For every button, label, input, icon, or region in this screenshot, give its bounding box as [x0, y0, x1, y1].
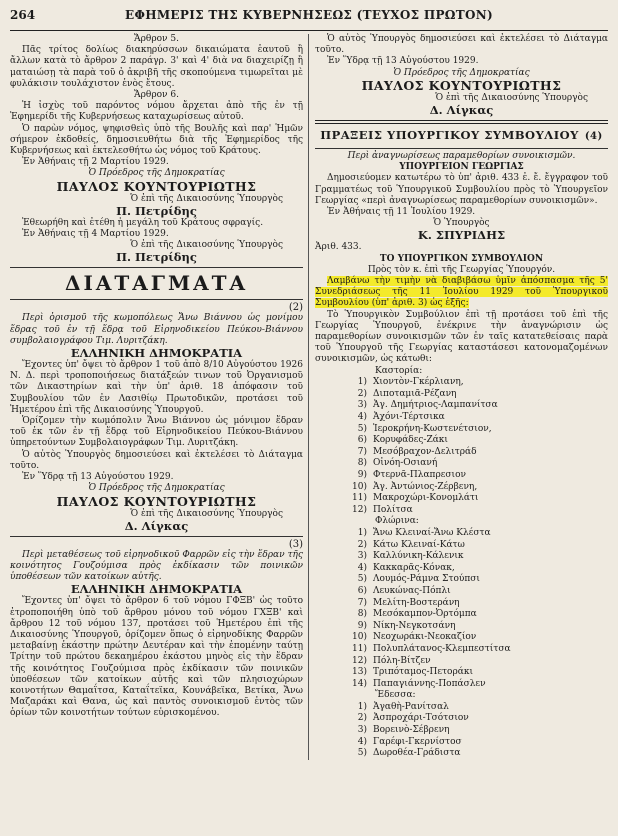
divider: [10, 267, 303, 268]
settlement-name: Χιοντὸν-Γκέρλιανη,: [373, 377, 464, 388]
settlement-item: [315, 458, 608, 470]
region-edessa: Ἔδεσσα:: [375, 690, 416, 701]
settlement-item: [315, 377, 608, 389]
divider: [10, 536, 303, 537]
decree-2-number: (2): [288, 302, 303, 314]
president-label: Ὁ Πρόεδρος τῆς Δημοκρατίας: [88, 168, 225, 179]
council-acts-title: ΠΡΑΞΕΙΣ ΥΠΟΥΡΓΙΚΟΥ ΣΥΜΒΟΥΛΙΟΥ: [320, 128, 579, 143]
settlement-name: Παπαγιάννης-Ποπάσλεν: [373, 678, 486, 689]
justice-minister-label-2: Ὁ ἐπὶ τῆς Δικαιοσύνης Ὑπουργὸς: [130, 240, 283, 251]
seal-text: Ἐθεωρήθη καὶ ἐτέθη ἡ μεγάλη τοῦ Κράτους σφραγίς.: [22, 217, 264, 228]
decree-3-number: (3): [288, 538, 303, 550]
settlement-name: Ἀσπροχάρι-Τσότσιον: [373, 713, 469, 724]
two-columns: [10, 34, 608, 760]
settlement-item: [315, 424, 608, 436]
settlement-number: 12): [352, 504, 367, 515]
settlement-number: 8): [357, 458, 367, 469]
settlement-item: [315, 679, 608, 691]
decrees-heading: ΔΙΑΤΑΓΜΑΤΑ: [64, 271, 249, 296]
settlement-item: [315, 505, 608, 517]
settlement-item: [315, 713, 608, 725]
settlement-number: 9): [357, 470, 367, 481]
settlement-item: [315, 598, 608, 610]
settlement-item: [315, 748, 608, 760]
settlement-number: 8): [357, 609, 367, 620]
article-6-text-1: Ἡ ἰσχὺς τοῦ παρόντος νόμου ἄρχεται ἀπὸ τῆς ἐν τῇ Ἐφημερίδι τῆς Κυβερνήσεως καταχωρίσεως αὐτοῦ.: [10, 101, 303, 123]
settlement-number: 11): [352, 643, 367, 654]
settlement-name: Μεσόβραχον-Δελιτράδ: [373, 446, 477, 457]
settlement-number: 12): [352, 655, 367, 666]
seal-date: Ἐν Ἀθήναις τῇ 4 Μαρτίου 1929.: [22, 229, 169, 240]
settlement-name: Διποταμιᾶ-Ρέζανη: [373, 388, 457, 399]
settlement-name: Πολυπλάτανος-Κλεμπεστίτσα: [373, 643, 511, 654]
settlement-number: 9): [357, 620, 367, 631]
top-decree-date: Ἐν Ὕδρᾳ τῇ 13 Αὐγούστου 1929.: [327, 56, 479, 67]
decree-2-text-1: Ἔχοντες ὑπ' ὄψει τὸ ἄρθρον 1 τοῦ ἀπὸ 8/10 Αὐγούστου 1926 Ν. Δ. περὶ τροποποιήσεως διατάξεών τινων τοῦ Ὀργανισμοῦ τῶν Δικαστηρίων καὶ τὴν ὑπ' ἀριθ. 18 ἀπόφασιν τοῦ Συμβουλίου τῶν ἐν Λασιθίῳ Πρωτοδικῶν, προτάσει τοῦ Ἡμετέρου ἐπὶ τῆς Δικαιοσύνης Ὑπουργοῦ.: [10, 360, 303, 415]
settlement-name: Μελίτη-Βοστεράνη: [373, 597, 460, 608]
settlement-item: [315, 447, 608, 459]
settlement-item: [315, 482, 608, 494]
settlement-number: 6): [357, 435, 367, 446]
settlement-name: Ἱεροκρήνη-Κωστενέτσιον,: [373, 423, 492, 434]
settlement-name: Κακκαρᾶς-Κόνακ,: [373, 562, 455, 573]
edessa-list: [315, 702, 608, 760]
decree-2-justice-name: Δ. Λίγκας: [124, 518, 189, 533]
settlement-name: Οἰνόη-Οσιανή: [373, 458, 438, 469]
settlement-number: 5): [357, 748, 367, 759]
settlement-item: [315, 644, 608, 656]
act-title: Περὶ ἀναγνωρίσεως παραμεθορίων συνοικισμῶν.: [347, 151, 576, 162]
settlement-number: 5): [357, 574, 367, 585]
settlement-name: Ἀγ. Δημήτριος-Λαμπανίτσα: [373, 400, 498, 411]
settlement-item: [315, 412, 608, 424]
settlement-item: [315, 725, 608, 737]
settlement-item: [315, 528, 608, 540]
top-justice-label: Ὁ ἐπὶ τῆς Δικαιοσύνης Ὑπουργὸς: [435, 92, 588, 103]
settlement-number: 11): [352, 493, 367, 504]
decree-2-date: Ἐν Ὕδρᾳ τῇ 13 Αὐγούστου 1929.: [22, 472, 174, 483]
settlement-name: Καλλύνικη-Κάλενικ: [373, 551, 464, 562]
settlement-item: [315, 493, 608, 505]
settlement-number: 5): [357, 423, 367, 434]
council-acts-number: (4): [584, 131, 603, 143]
highlighted-excerpt: Λαμβάνω τὴν τιμὴν νὰ διαβιβάσω ὑμῖν ἀπόσπασμα τῆς 5' Συνεδριάσεως τῆς 11 Ἰουλίου 1929 τοῦ Ὑπουργικοῦ Συμβουλίου (ὑπ' ἀριθ. 3) ὡς ἑξῆς:: [315, 276, 608, 309]
settlement-item: [315, 737, 608, 749]
act-intro: Δημοσιεύομεν κατωτέρω τὸ ὑπ' ἀριθ. 433 ἐ. ἔ. ἔγγραφον τοῦ Γραμματέως τοῦ Ὑπουργικοῦ Συμβουλίου πρὸς τὸ Ὑπουργεῖον Γεωργίας «περὶ ἀναγνωρίσεως παραμεθορίων συνοικισμῶν».: [315, 173, 608, 206]
settlement-item: [315, 609, 608, 621]
article-5-text: Πᾶς τρίτος δολίως διακηρύσσων δικαιώματα ἑαυτοῦ ἢ ἄλλων κατὰ τὸ ἄρθρον 2 παράγρ. 3' καὶ 4' διὰ να διαχειρίζῃ ἢ ματαιώσῃ τὰ παρὰ τοῦ ὀ ἀκριβῆ τῆς σκοπούμενα τιμωρεῖται μὲ φυλάκισιν τουλάχιστον ἑνὸς ἔτους.: [10, 45, 303, 89]
decree-2-republic: ΕΛΛΗΝΙΚΗ ΔΗΜΟΚΡΑΤΙΑ: [70, 346, 243, 361]
settlement-number: 2): [357, 713, 367, 724]
decree-3-title: Περὶ μεταθέσεως τοῦ εἰρηνοδικοῦ Φαρρῶν εἰς τὴν ἕδραν τῆς κοινότητος Γουζούμισα πρὸς ἐκδίκασιν τῶν ποινικῶν ὑποθέσεων τῶν κατοίκων αὐτῆς.: [10, 549, 303, 583]
settlement-number: 13): [352, 667, 367, 678]
settlement-name: Φτερνᾶ-Πλαπρεσιον: [373, 470, 466, 481]
settlement-item: [315, 551, 608, 563]
decree-2-president-label: Ὁ Πρόεδρος τῆς Δημοκρατίας: [88, 483, 225, 494]
page-number: 264: [10, 8, 36, 22]
settlement-name: Νίκη-Νεγκοτσάνη: [373, 620, 456, 631]
decree-2-text-3: Ὁ αὐτὸς Ὑπουργὸς δημοσιεύσει καὶ ἐκτελέσει τὸ Διάταγμα τοῦτο.: [10, 449, 303, 471]
council-name: ΤΟ ΥΠΟΥΡΓΙΚΟΝ ΣΥΜΒΟΥΛΙΟΝ: [379, 253, 544, 264]
settlement-name: Γαρέφι-Γκερνίστοσ: [373, 736, 462, 747]
settlement-name: Τριπόταμος-Πετοράκι: [373, 667, 473, 678]
minister-name: Κ. ΣΠΥΡΙΔΗΣ: [417, 228, 506, 243]
decree-3-text-1: Ἔχοντες ὑπ' ὄψει τὸ ἄρθρον 6 τοῦ νόμου ΓΦΞΒ' ὡς τοῦτο ἐτροποποιήθη ὑπὸ τοῦ ἄρθρου μόνου τοῦ νόμου ΓΧΞΒ' καὶ ἄρθρου 12 τοῦ νόμου 137, προτάσει τοῦ Ἡμετέρου ἐπὶ τῆς Δικαιοσύνης Ὑπουργοῦ, ὁρίζομεν ὅπως ὁ εἰρηνοδίκης Φαρρῶν μεταβαίνῃ ἑκάστην πρώτην Δευτέραν καὶ τὴν ἑπομένην ταύτῃ Τρίτην τοῦ πρώτου δεκαημέρου ἑκάστου μηνὸς εἰς τὴν ἕδραν τῆς κοινότητος Γουζούμισα πρὸς ἐκδίκασιν τῶν ποινικῶν ὑποθέσεων τῶν κατοίκων αὐτῆς καὶ τῶν πλησιοχώρων κοινοτήτων Θαμαΐτσα, Καταΐτεϊκα, Κουνάβεϊκα, Βετίκα, Ἄνω Μαζαράκι καὶ Θανα, ὡς καὶ παντὸς συνοικισμοῦ ἐντὸς τῶν ὁρίων τῶν κοινοτήτων τούτων εὑρισκομένου.: [10, 596, 303, 719]
settlement-name: Λευκώνας-Πόπλι: [373, 585, 451, 596]
settlement-item: [315, 656, 608, 668]
settlement-number: 4): [357, 736, 367, 747]
article-6-text-2: Ὁ παρὼν νόμος, ψηφισθεὶς ὑπὸ τῆς Βουλῆς καὶ παρ' Ἡμῶν σήμερον ἐκδοθείς, δημοσιευθήτω διὰ τῆς Ἐφημερίδος τῆς Κυβερνήσεως καὶ ἐκτελεσθήτω ὡς νόμος τοῦ Κράτους.: [10, 123, 303, 157]
justice-minister-name: Π. Πετρίδης: [116, 203, 197, 218]
settlement-name: Πόλη-Βίτζεν: [373, 655, 431, 666]
council-acts-heading: [315, 127, 608, 145]
divider: [10, 299, 303, 300]
settlement-name: Λουμός-Ράμνα Στούπσι: [373, 574, 480, 585]
top-decree-closing: Ὁ αὐτὸς Ὑπουργὸς δημοσιεύσει καὶ ἐκτελέσει τὸ Διάταγμα τοῦτο.: [315, 34, 608, 56]
settlement-number: 4): [357, 412, 367, 423]
region-florina: Φλώρινα:: [375, 516, 419, 527]
top-president-name: ΠΑΥΛΟΣ ΚΟΥΝΤΟΥΡΙΩΤΗΣ: [361, 77, 562, 93]
settlement-name: Ἀγ. Ἀντώνιος-Ζέρβενη,: [373, 481, 478, 492]
settlement-item: [315, 540, 608, 552]
settlement-name: Μεσόκαμπον-Ὀρτόμπα: [373, 609, 477, 620]
settlement-item: [315, 574, 608, 586]
law-date: Ἐν Ἀθήναις τῇ 2 Μαρτίου 1929.: [22, 157, 169, 168]
ministry-name: ΥΠΟΥΡΓΕΙΟΝ ΓΕΩΡΓΙΑΣ: [399, 162, 524, 173]
settlement-name: Κάτω Κλειναί-Κάτω: [373, 539, 465, 550]
decree-3-republic: ΕΛΛΗΝΙΚΗ ΔΗΜΟΚΡΑΤΙΑ: [70, 582, 243, 597]
top-justice-name: Δ. Λίγκας: [429, 103, 494, 118]
decree-2-title: Περὶ ὁρισμοῦ τῆς κωμοπόλεως Ἄνω Βιάννου ὡς μονίμου ἕδρας τοῦ ἐν τῇ ἕδρᾳ τοῦ Εἰρηνοδικείου Πεύκου-Βιάννου συμβολαιογράφου Τιμ. Λυριτζάκη.: [10, 313, 303, 346]
settlement-name: Κορυφάδες-Ζάκι: [373, 435, 448, 446]
settlement-item: [315, 632, 608, 644]
settlement-name: Νεοχωράκι-Νεοκαζίον: [373, 632, 477, 643]
gazette-title: ΕΦΗΜΕΡΙΣ ΤΗΣ ΚΥΒΕΡΝΗΣΕΩΣ (ΤΕΥΧΟΣ ΠΡΩΤΟΝ): [125, 8, 493, 22]
settlement-number: 6): [357, 585, 367, 596]
settlement-number: 1): [357, 701, 367, 712]
settlement-number: 1): [357, 377, 367, 388]
settlement-name: Ἀγαθὴ-Ρανίτσαλ: [373, 701, 449, 712]
page-header: [10, 8, 608, 31]
justice-minister-label: Ὁ ἐπὶ τῆς Δικαιοσύνης Ὑπουργὸς: [130, 193, 283, 204]
settlement-name: Ἀχόνι-Τέρτσικα: [373, 412, 445, 423]
decree-2-president-name: ΠΑΥΛΟΣ ΚΟΥΝΤΟΥΡΙΩΤΗΣ: [56, 493, 257, 509]
settlement-name: Πολίτσα: [373, 504, 413, 515]
settlement-name: Ἄνω Κλειναί-Ἄνω Κλέστα: [373, 527, 491, 538]
settlement-number: 3): [357, 551, 367, 562]
settlement-number: 7): [357, 597, 367, 608]
settlement-number: 2): [357, 388, 367, 399]
florina-list: [315, 528, 608, 690]
decision-text: Τὸ Ὑπουργικὸν Συμβούλιον ἐπὶ τῇ προτάσει τοῦ ἐπὶ τῆς Γεωργίας Ὑπουργοῦ, ἐνέκρινε τὴν ἀναγνώρισιν ὡς παραμεθορίων συνοικισμῶν τῶν ἐν ταῖς κατατεθείσαις παρὰ τοῦ Ὑπουργοῦ τῆς Γεωργίας καταστάσεσι κατονομαζομένων συνοικισμῶν, ὡς κάτωθι:: [315, 309, 608, 365]
settlement-number: 10): [352, 632, 367, 643]
settlement-item: [315, 470, 608, 482]
settlement-number: 10): [352, 481, 367, 492]
kastoria-list: [315, 377, 608, 516]
addressee-line: Πρὸς τὸν κ. ἐπὶ τῆς Γεωργίας Ὑπουργόν.: [367, 264, 556, 275]
president-name: ΠΑΥΛΟΣ ΚΟΥΝΤΟΥΡΙΩΤΗΣ: [56, 178, 257, 194]
settlement-item: [315, 400, 608, 412]
settlement-item: [315, 667, 608, 679]
region-kastoria: Καστορία:: [375, 365, 423, 376]
settlement-number: 4): [357, 562, 367, 573]
right-column: [309, 34, 608, 760]
settlement-number: 1): [357, 527, 367, 538]
double-divider: [315, 120, 608, 124]
settlement-name: Δωροθέα-Γράδιστα: [373, 748, 461, 759]
left-column: [10, 34, 309, 760]
settlement-item: [315, 389, 608, 401]
decree-2-text-2: Ὁρίζομεν τὴν κωμόπολιν Ἄνω Βιάννου ὡς μόνιμον ἕδραν τοῦ ἐκ τῶν ἐν τῇ ἕδρᾳ τοῦ Εἰρηνοδικείου Πεύκου-Βιάννου ὑπηρετούντων Συμβολαιογράφων Τιμ. Λυριτζάκη.: [10, 416, 303, 449]
divider: [315, 148, 608, 149]
act-date: Ἐν Ἀθήναις τῇ 11 Ἰουλίου 1929.: [327, 207, 476, 218]
article-5-title: Ἄρθρον 5.: [134, 34, 179, 44]
settlement-name: Βορεινὸ-Σέβρενη: [373, 725, 450, 736]
top-president-label: Ὁ Πρόεδρος τῆς Δημοκρατίας: [393, 67, 530, 78]
settlement-item: [315, 435, 608, 447]
settlement-number: 3): [357, 725, 367, 736]
settlement-name: Μακροχώρι-Κονομλάτι: [373, 493, 479, 504]
settlement-item: [315, 621, 608, 633]
settlement-item: [315, 586, 608, 598]
minister-label: Ὁ Ὑπουργὸς: [433, 218, 490, 229]
decree-2-justice-label: Ὁ ἐπὶ τῆς Δικαιοσύνης Ὑπουργὸς: [130, 508, 283, 519]
justice-minister-name-2: Π. Πετρίδης: [116, 250, 197, 265]
article-6-title: Ἄρθρον 6.: [134, 90, 179, 101]
settlement-number: 2): [357, 539, 367, 550]
settlement-number: 7): [357, 446, 367, 457]
reference-number: Ἀριθ. 433.: [315, 242, 362, 253]
settlement-number: 3): [357, 400, 367, 411]
settlement-number: 14): [352, 678, 367, 689]
settlement-item: [315, 563, 608, 575]
settlement-item: [315, 702, 608, 714]
